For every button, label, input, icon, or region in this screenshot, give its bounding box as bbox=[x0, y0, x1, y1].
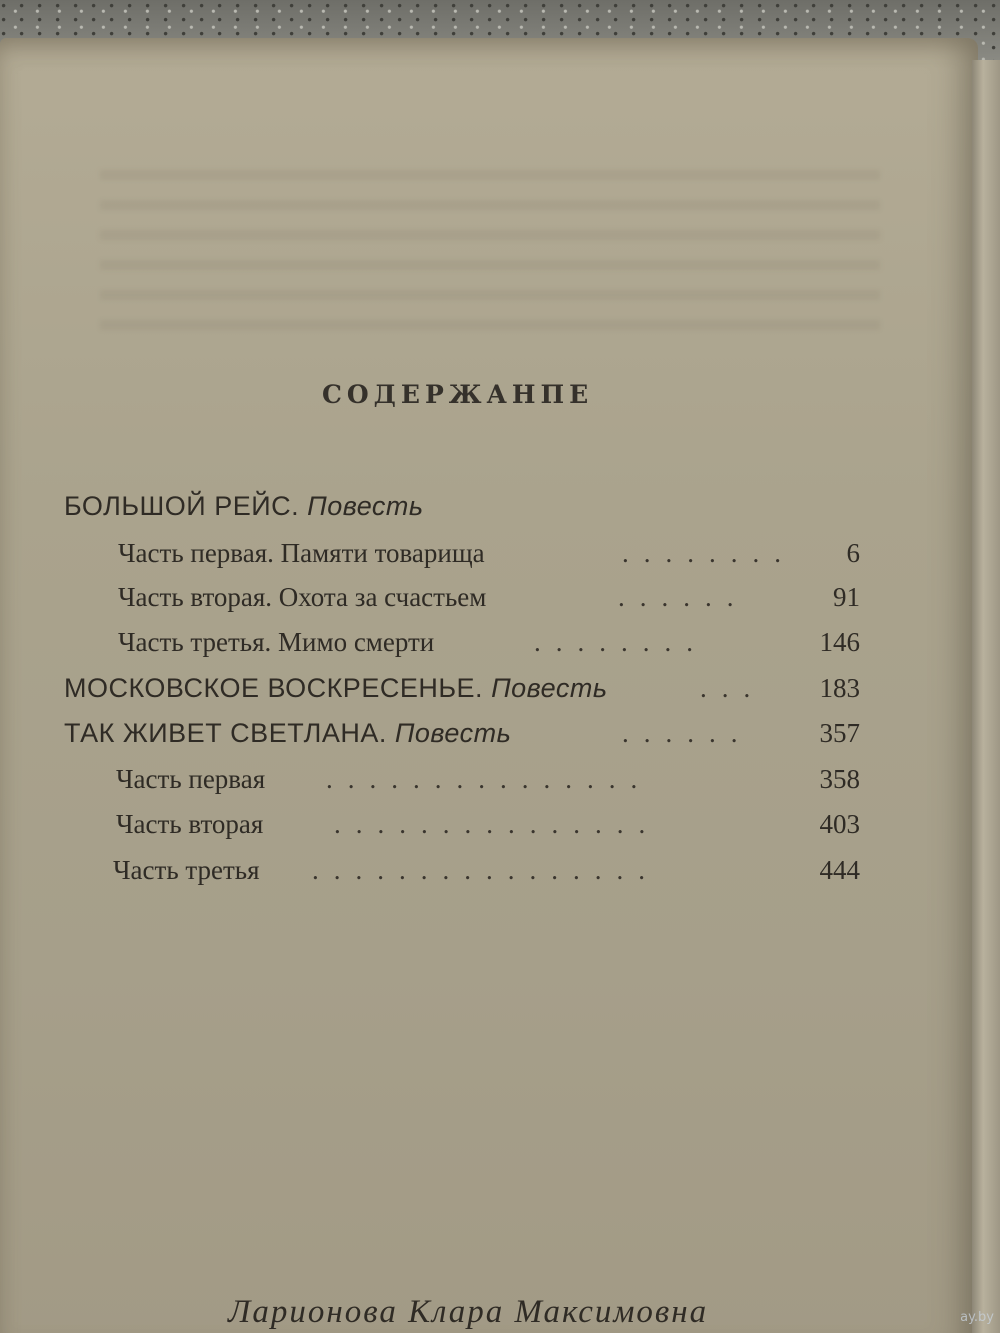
entry-title: Часть третья. Мимо смерти bbox=[118, 627, 435, 657]
page-number: 146 bbox=[819, 627, 860, 657]
page-number: 183 bbox=[819, 673, 860, 703]
toc-entry-tak-zhivet-svetlana bbox=[64, 720, 511, 747]
dot-leader: ........ bbox=[622, 538, 796, 568]
toc-entry-svetlana-part-two bbox=[116, 811, 263, 838]
entry-title: БОЛЬШОЙ РЕЙС. bbox=[64, 491, 300, 521]
entry-title: ТАК ЖИВЕТ СВЕТЛАНА. bbox=[64, 718, 387, 748]
entry-title: МОСКОВСКОЕ ВОСКРЕСЕНЬЕ. bbox=[64, 673, 484, 703]
dot-leader: ...... bbox=[618, 582, 749, 612]
toc-entry-moskovskoe-voskresenie bbox=[64, 675, 608, 702]
dot-leader: ............... bbox=[326, 764, 653, 794]
dot-leader: ............... bbox=[334, 809, 661, 839]
entry-title: Часть вторая. Охота за счастьем bbox=[118, 582, 487, 612]
page-number: 444 bbox=[819, 855, 860, 885]
entry-genre: Повесть bbox=[394, 718, 512, 748]
dot-leader: ... bbox=[700, 673, 766, 703]
page-number: 357 bbox=[819, 718, 860, 748]
page-number: 6 bbox=[846, 538, 860, 568]
page-number: 91 bbox=[833, 582, 860, 612]
page-number: 358 bbox=[819, 764, 860, 794]
toc-entry-part-one bbox=[118, 540, 485, 567]
page-number: 403 bbox=[819, 809, 860, 839]
entry-title: Часть первая bbox=[116, 764, 266, 794]
site-watermark: ay.by bbox=[960, 1310, 994, 1325]
toc-entry-svetlana-part-one bbox=[116, 766, 265, 793]
dot-leader: ................ bbox=[312, 855, 660, 885]
entry-title: Часть третья bbox=[113, 855, 260, 885]
toc-entry-part-two bbox=[118, 584, 486, 611]
toc-entry-part-three bbox=[118, 629, 434, 656]
entry-title: Часть вторая bbox=[116, 809, 264, 839]
author-name: Ларионова Клара Максимовна bbox=[228, 1294, 709, 1330]
dot-leader: ...... bbox=[622, 718, 753, 748]
dot-leader: ........ bbox=[534, 627, 708, 657]
entry-genre: Повесть bbox=[491, 673, 608, 703]
toc-entry-bolshoy-reys bbox=[64, 493, 424, 520]
entry-genre: Повесть bbox=[307, 491, 424, 521]
toc-entry-svetlana-part-three bbox=[113, 857, 260, 884]
entry-title: Часть первая. Памяти товарища bbox=[118, 538, 485, 568]
contents-heading: СОДЕРЖАНПЕ bbox=[322, 380, 594, 409]
